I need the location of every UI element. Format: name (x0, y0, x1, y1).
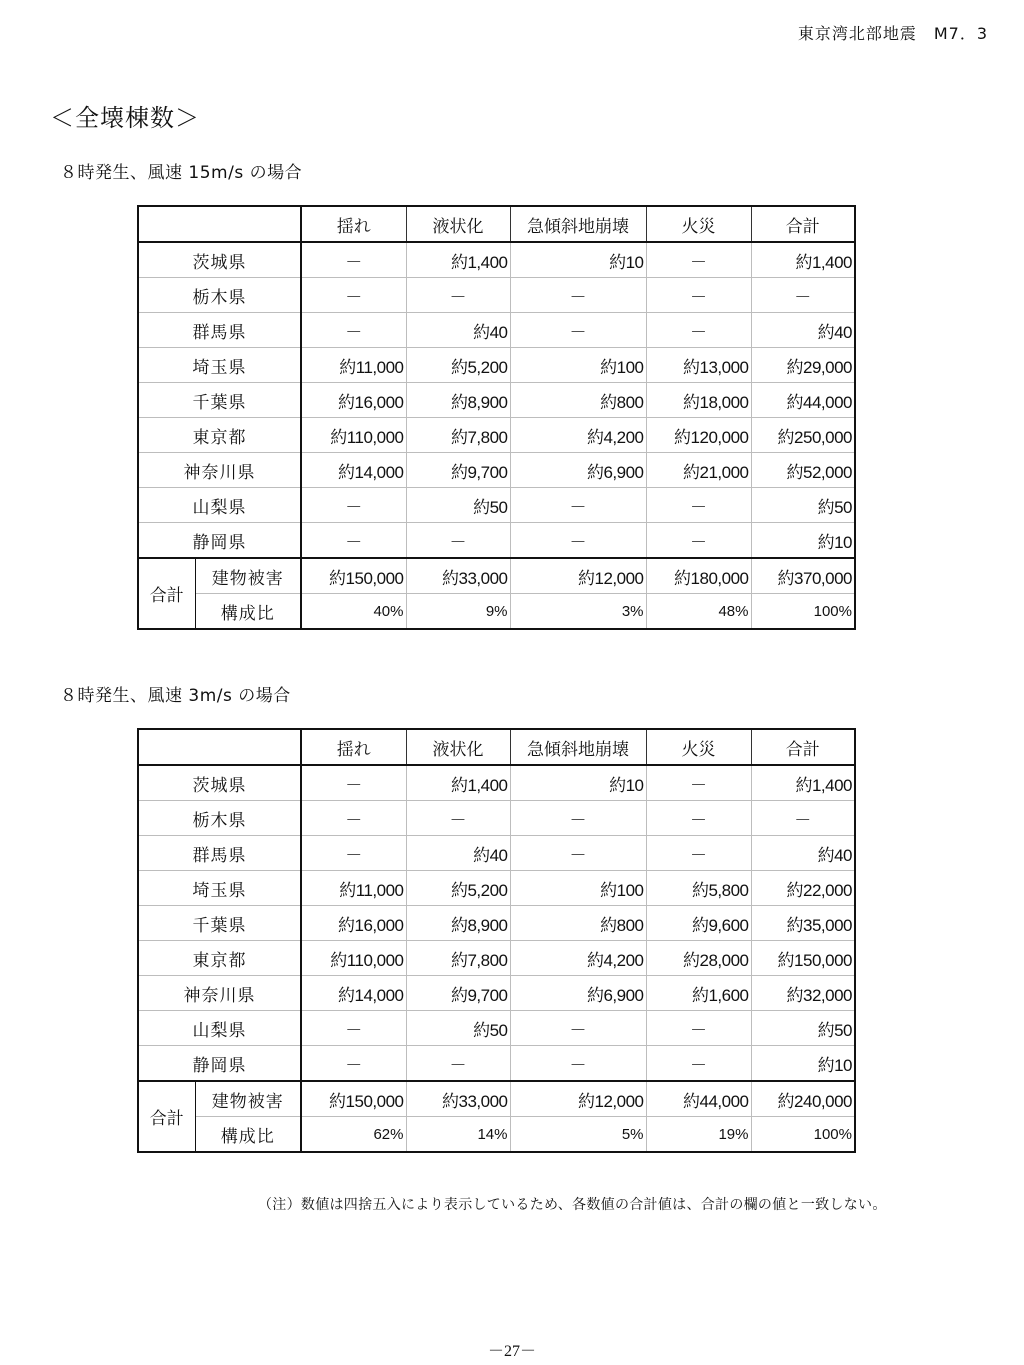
value-cell: 約35,000 (751, 906, 855, 941)
value-cell: 約18,000 (646, 383, 751, 418)
footnote: （注）数値は四捨五入により表示しているため、各数値の合計値は、合計の欄の値と一致しない。 (258, 1197, 887, 1213)
value-cell: 約52,000 (751, 453, 855, 488)
value-cell: － (510, 1011, 646, 1046)
value-cell: － (510, 488, 646, 523)
value-cell: 約40 (406, 836, 510, 871)
prefecture-cell: 千葉県 (138, 383, 301, 418)
table-row (138, 765, 855, 801)
ratio-value-cell: 40% (301, 594, 406, 630)
total-damage-row (138, 558, 855, 594)
value-cell: 約250,000 (751, 418, 855, 453)
value-cell: － (510, 313, 646, 348)
value-cell: 約6,900 (510, 453, 646, 488)
value-cell: 約110,000 (301, 418, 406, 453)
damage-label: 建物被害 (195, 1081, 301, 1117)
value-cell: 約11,000 (301, 348, 406, 383)
value-cell: 約1,400 (406, 765, 510, 801)
value-cell: 約8,900 (406, 906, 510, 941)
total-value-cell: 約44,000 (646, 1081, 751, 1117)
value-cell: 約10 (751, 1046, 855, 1082)
damage-label: 建物被害 (195, 558, 301, 594)
value-cell: 約10 (751, 523, 855, 559)
value-cell: 約1,400 (406, 242, 510, 278)
value-cell: 約9,700 (406, 453, 510, 488)
total-value-cell: 約180,000 (646, 558, 751, 594)
column-header: 液状化 (406, 729, 510, 765)
table-row (138, 871, 855, 906)
value-cell: 約28,000 (646, 941, 751, 976)
table-row (138, 906, 855, 941)
table-row (138, 523, 855, 559)
value-cell: 約1,400 (751, 242, 855, 278)
table-row (138, 313, 855, 348)
value-cell: 約16,000 (301, 383, 406, 418)
value-cell: － (646, 523, 751, 559)
table-row (138, 801, 855, 836)
value-cell: 約21,000 (646, 453, 751, 488)
prefecture-cell: 静岡県 (138, 523, 301, 559)
ratio-value-cell: 3% (510, 594, 646, 630)
table-row (138, 453, 855, 488)
value-cell: 約110,000 (301, 941, 406, 976)
value-cell: 約800 (510, 383, 646, 418)
table-row (138, 418, 855, 453)
table-row (138, 278, 855, 313)
header-blank-cell (138, 729, 301, 765)
value-cell: 約8,900 (406, 383, 510, 418)
table-header (138, 206, 855, 242)
column-header: 火災 (646, 206, 751, 242)
value-cell: 約1,600 (646, 976, 751, 1011)
value-cell: 約100 (510, 348, 646, 383)
value-cell: 約13,000 (646, 348, 751, 383)
column-header: 揺れ (301, 206, 406, 242)
header-row (138, 729, 855, 765)
value-cell: 約50 (406, 488, 510, 523)
prefecture-cell: 山梨県 (138, 488, 301, 523)
total-value-cell: 約12,000 (510, 1081, 646, 1117)
value-cell: 約50 (751, 488, 855, 523)
column-header: 液状化 (406, 206, 510, 242)
total-value-cell: 約150,000 (301, 558, 406, 594)
value-cell: － (301, 523, 406, 559)
prefecture-cell: 栃木県 (138, 278, 301, 313)
value-cell: 約16,000 (301, 906, 406, 941)
value-cell: 約800 (510, 906, 646, 941)
value-cell: － (646, 836, 751, 871)
prefecture-cell: 神奈川県 (138, 453, 301, 488)
collapse-table-wind-15 (137, 205, 856, 630)
total-value-cell: 約240,000 (751, 1081, 855, 1117)
value-cell: 約32,000 (751, 976, 855, 1011)
value-cell: － (406, 523, 510, 559)
column-header: 合計 (751, 729, 855, 765)
value-cell: － (510, 278, 646, 313)
column-header: 急傾斜地崩壊 (510, 206, 646, 242)
value-cell: 約5,200 (406, 871, 510, 906)
header-blank-cell (138, 206, 301, 242)
prefecture-cell: 栃木県 (138, 801, 301, 836)
ratio-value-cell: 62% (301, 1117, 406, 1153)
value-cell: 約10 (510, 765, 646, 801)
scenario-title-wind-15: ８時発生、風速 15m/s の場合 (60, 163, 303, 183)
prefecture-cell: 東京都 (138, 418, 301, 453)
value-cell: 約4,200 (510, 418, 646, 453)
total-value-cell: 約150,000 (301, 1081, 406, 1117)
prefecture-cell: 茨城県 (138, 242, 301, 278)
ratio-value-cell: 5% (510, 1117, 646, 1153)
value-cell: － (301, 278, 406, 313)
table-row (138, 242, 855, 278)
value-cell: 約9,600 (646, 906, 751, 941)
value-cell: 約50 (406, 1011, 510, 1046)
value-cell: 約150,000 (751, 941, 855, 976)
ratio-row (138, 1117, 855, 1153)
document-header-title: 東京湾北部地震 M7．3 (797, 24, 988, 43)
table-row (138, 348, 855, 383)
collapse-table-wind-3 (137, 728, 856, 1153)
ratio-label: 構成比 (195, 1117, 301, 1153)
value-cell: － (406, 278, 510, 313)
prefecture-cell: 埼玉県 (138, 871, 301, 906)
value-cell: － (301, 313, 406, 348)
ratio-row (138, 594, 855, 630)
total-value-cell: 約33,000 (406, 1081, 510, 1117)
value-cell: － (646, 1046, 751, 1082)
total-value-cell: 約12,000 (510, 558, 646, 594)
table-row (138, 1046, 855, 1082)
value-cell: － (646, 488, 751, 523)
value-cell: 約10 (510, 242, 646, 278)
table-row (138, 836, 855, 871)
prefecture-cell: 静岡県 (138, 1046, 301, 1082)
prefecture-cell: 千葉県 (138, 906, 301, 941)
column-header: 合計 (751, 206, 855, 242)
prefecture-cell: 埼玉県 (138, 348, 301, 383)
value-cell: － (301, 488, 406, 523)
value-cell: 約120,000 (646, 418, 751, 453)
header-row (138, 206, 855, 242)
total-label: 合計 (138, 1081, 195, 1152)
prefecture-cell: 東京都 (138, 941, 301, 976)
prefecture-cell: 神奈川県 (138, 976, 301, 1011)
value-cell: － (301, 1011, 406, 1046)
table-row (138, 1011, 855, 1046)
value-cell: 約40 (751, 836, 855, 871)
value-cell: 約1,400 (751, 765, 855, 801)
ratio-value-cell: 100% (751, 594, 855, 630)
value-cell: － (301, 242, 406, 278)
total-value-cell: 約370,000 (751, 558, 855, 594)
prefecture-cell: 山梨県 (138, 1011, 301, 1046)
value-cell: － (646, 765, 751, 801)
ratio-value-cell: 48% (646, 594, 751, 630)
table-row (138, 976, 855, 1011)
ratio-value-cell: 14% (406, 1117, 510, 1153)
page-number: －27－ (487, 1343, 536, 1360)
value-cell: － (301, 836, 406, 871)
value-cell: 約11,000 (301, 871, 406, 906)
total-label: 合計 (138, 558, 195, 629)
value-cell: － (646, 801, 751, 836)
value-cell: 約9,700 (406, 976, 510, 1011)
value-cell: 約5,200 (406, 348, 510, 383)
total-value-cell: 約33,000 (406, 558, 510, 594)
total-damage-row (138, 1081, 855, 1117)
value-cell: 約22,000 (751, 871, 855, 906)
value-cell: 約14,000 (301, 976, 406, 1011)
table-body (138, 242, 855, 629)
value-cell: － (646, 242, 751, 278)
ratio-value-cell: 100% (751, 1117, 855, 1153)
value-cell: 約50 (751, 1011, 855, 1046)
prefecture-cell: 群馬県 (138, 313, 301, 348)
table-body (138, 765, 855, 1152)
value-cell: 約14,000 (301, 453, 406, 488)
value-cell: 約7,800 (406, 941, 510, 976)
value-cell: － (301, 801, 406, 836)
value-cell: － (510, 1046, 646, 1082)
value-cell: 約6,900 (510, 976, 646, 1011)
scenario-title-wind-3: ８時発生、風速 3m/s の場合 (60, 686, 291, 706)
value-cell: 約29,000 (751, 348, 855, 383)
value-cell: 約44,000 (751, 383, 855, 418)
ratio-value-cell: 9% (406, 594, 510, 630)
column-header: 火災 (646, 729, 751, 765)
table-row (138, 383, 855, 418)
value-cell: － (301, 765, 406, 801)
column-header: 急傾斜地崩壊 (510, 729, 646, 765)
ratio-label: 構成比 (195, 594, 301, 630)
value-cell: － (751, 278, 855, 313)
value-cell: 約5,800 (646, 871, 751, 906)
value-cell: 約40 (751, 313, 855, 348)
prefecture-cell: 茨城県 (138, 765, 301, 801)
table-row (138, 941, 855, 976)
value-cell: 約7,800 (406, 418, 510, 453)
value-cell: － (646, 278, 751, 313)
table-header (138, 729, 855, 765)
prefecture-cell: 群馬県 (138, 836, 301, 871)
column-header: 揺れ (301, 729, 406, 765)
value-cell: － (751, 801, 855, 836)
section-title: ＜全壊棟数＞ (50, 104, 200, 132)
table-row (138, 488, 855, 523)
value-cell: － (406, 801, 510, 836)
value-cell: － (510, 836, 646, 871)
value-cell: － (510, 801, 646, 836)
value-cell: － (301, 1046, 406, 1082)
value-cell: － (510, 523, 646, 559)
value-cell: － (406, 1046, 510, 1082)
ratio-value-cell: 19% (646, 1117, 751, 1153)
value-cell: － (646, 313, 751, 348)
value-cell: 約100 (510, 871, 646, 906)
value-cell: － (646, 1011, 751, 1046)
value-cell: 約40 (406, 313, 510, 348)
value-cell: 約4,200 (510, 941, 646, 976)
